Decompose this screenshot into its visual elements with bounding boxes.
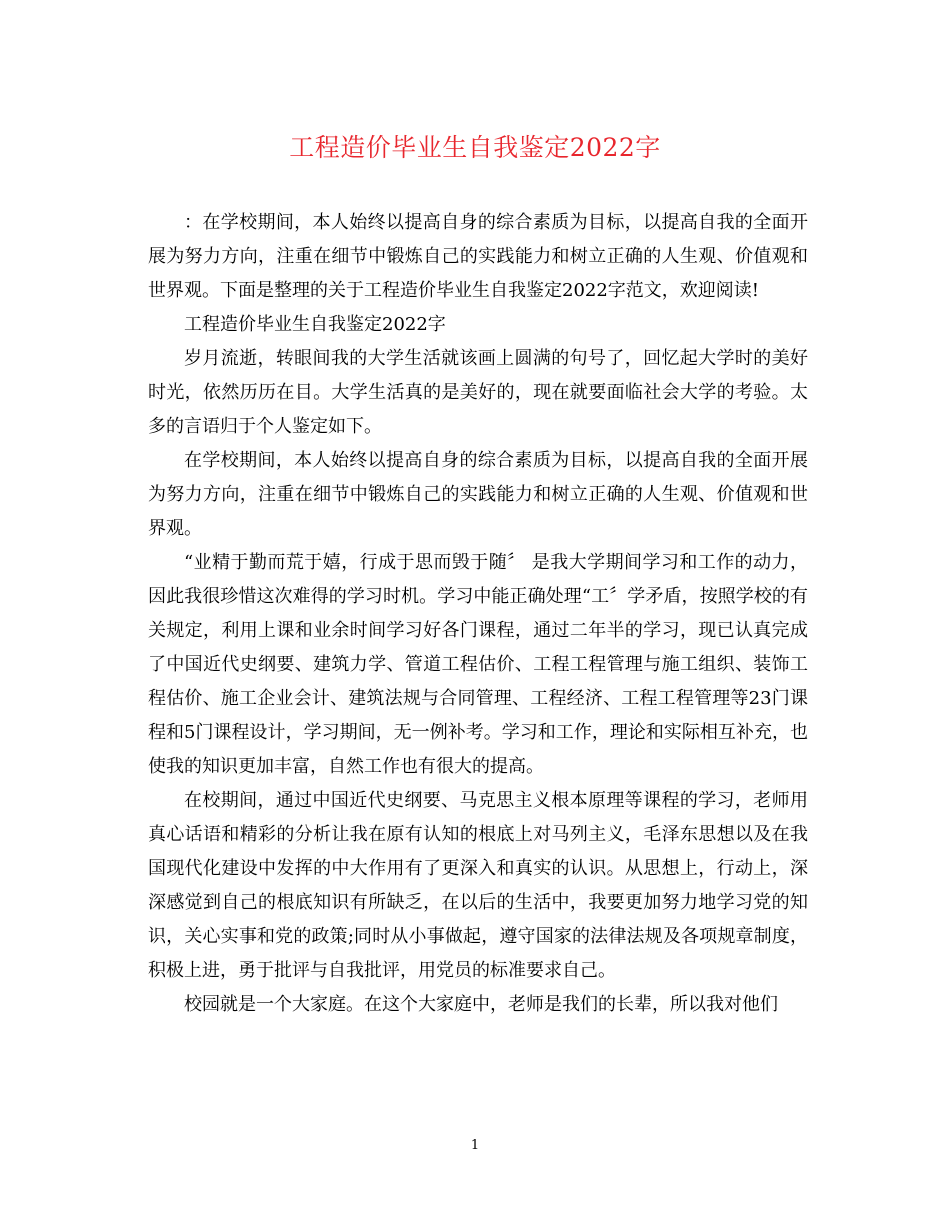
- body-paragraph: 在学校期间，本人始终以提高自身的综合素质为目标，以提高自我的全面开展为努力方向，注重在细节中锻炼自己的实践能力和树立正确的人生观、价值观和世界观。: [148, 450, 808, 539]
- intro-paragraph: ：在学校期间，本人始终以提高自身的综合素质为目标，以提高自我的全面开展为努力方向，注重在细节中锻炼自己的实践能力和树立正确的人生观、价值观和世界观。下面是整理的关于工程造价毕业生自我鉴定2022字范文，欢迎阅读!: [148, 212, 808, 301]
- section-heading: 工程造价毕业生自我鉴定2022字: [184, 314, 446, 335]
- body-paragraph: “业精于勤而荒于嬉，行成于思而毁于随〞 是我大学期间学习和工作的动力，因此我很珍惜这次难得的学习时机。学习中能正确处理“工〞学矛盾，按照学校的有关规定，利用上课和业余时间学习好各门课程，通过二年半的学习，现已认真完成了中国近代史纲要、建筑力学、管道工程估价、工程工程管理与施工组织、装饰工程估价、施工企业会计、建筑法规与合同管理、工程经济、工程工程管理等23门课程和5门课程设计，学习期间，无一例补考。学习和工作，理论和实际相互补充，也使我的知识更加丰富，自然工作也有很大的提高。: [148, 552, 808, 777]
- document-body: [148, 206, 808, 1022]
- body-paragraph: 校园就是一个大家庭。在这个大家庭中，老师是我们的长辈，所以我对他们: [184, 994, 778, 1015]
- document-title: 工程造价毕业生自我鉴定2022字: [289, 133, 661, 162]
- body-paragraph: 在校期间，通过中国近代史纲要、马克思主义根本原理等课程的学习，老师用真心话语和精彩的分析让我在原有认知的根底上对马列主义，毛泽东思想以及在我国现代化建设中发挥的中大作用有了更深入和真实的认识。从思想上，行动上，深深感觉到自己的根底知识有所缺乏，在以后的生活中，我要更加努力地学习党的知识，关心实事和党的政策;同时从小事做起，遵守国家的法律法规及各项规章制度，积极上进，勇于批评与自我批评，用党员的标准要求自己。: [148, 790, 808, 981]
- body-paragraph: 岁月流逝，转眼间我的大学生活就该画上圆满的句号了，回忆起大学时的美好时光，依然历历在目。大学生活真的是美好的，现在就要面临社会大学的考验。太多的言语归于个人鉴定如下。: [148, 348, 808, 437]
- page-number: 1: [470, 1138, 480, 1153]
